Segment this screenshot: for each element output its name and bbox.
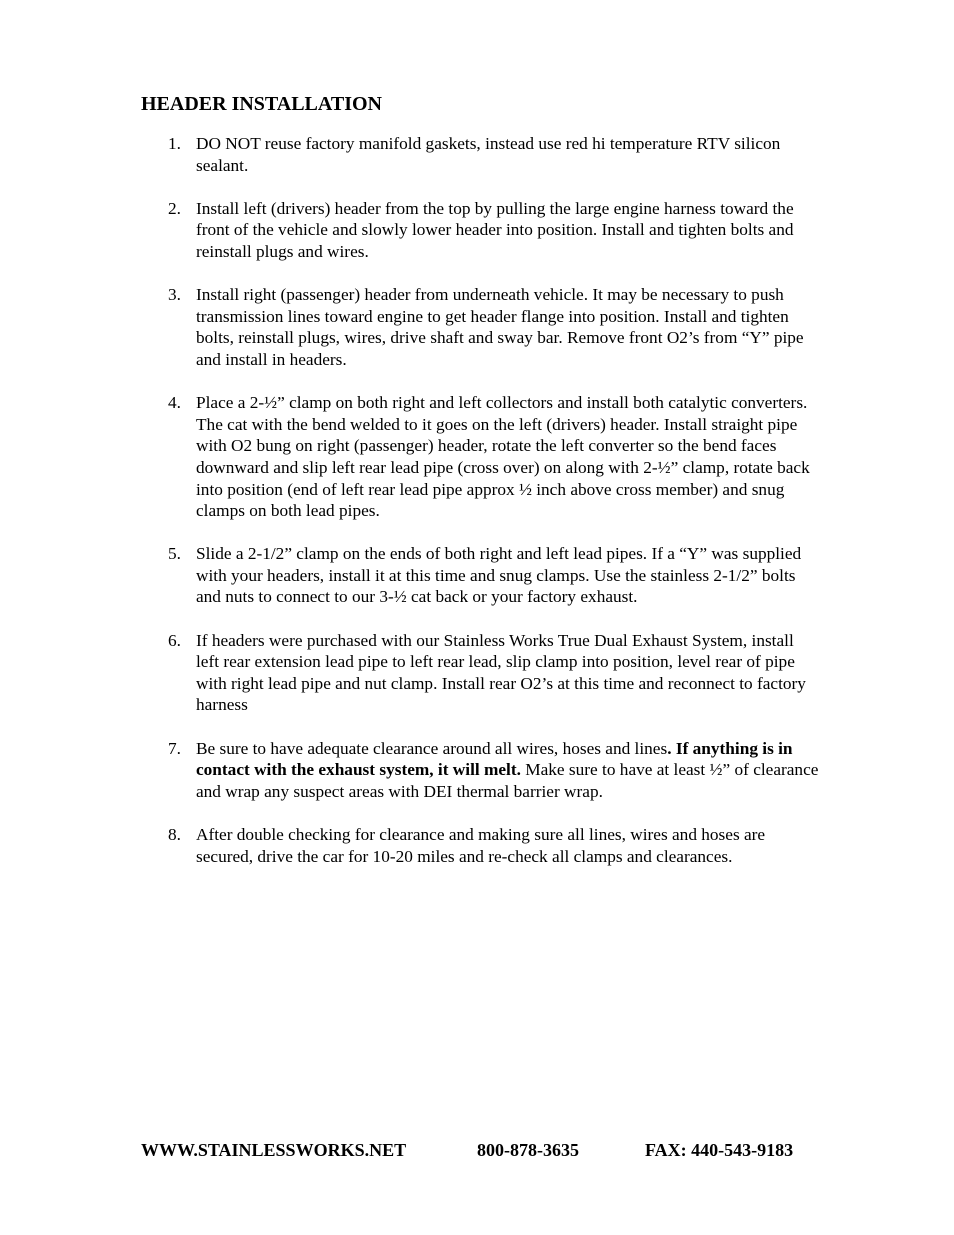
website-link[interactable]: WWW.STAINLESSWORKS.NET xyxy=(141,1140,407,1160)
step-text-run: Install right (passenger) header from underneath vehicle. It may be necessary to push transmission lines toward engine to get header flange into position. Install and tighten bolts, reinstall plugs, wires, drive shaft and sway bar. Remove front O2’s from “Y” pipe and install in headers. xyxy=(196,285,804,369)
step-text-run: Be sure to have adequate clearance around all wires, hoses and lines xyxy=(196,738,668,758)
step-number: 2. xyxy=(168,198,181,218)
step-item xyxy=(141,284,821,370)
fax-number: FAX: 440-543-9183 xyxy=(645,1140,794,1160)
step-item xyxy=(141,543,821,608)
step-text-run: DO NOT reuse factory manifold gaskets, instead use red hi temperature RTV silicon sealant. xyxy=(196,134,781,175)
installation-steps xyxy=(141,133,821,889)
step-text xyxy=(196,631,806,715)
step-number: 3. xyxy=(168,285,181,305)
step-item xyxy=(141,824,821,867)
step-text-run: Slide a 2-1/2” clamp on the ends of both right and left lead pipes. If a “Y” was supplied with your headers, install it at this time and snug clamps. Use the stainless 2-1/2” bolts and nuts to connect to our 3-½ cat back or your factory exhaust. xyxy=(196,544,802,607)
step-text-run: Place a 2-½” clamp on both right and left collectors and install both catalytic converters. The cat with the bend welded to it goes on the left (drivers) header. Install straight pipe with O2 bung on right (passenger) header, rotate the left converter so the bend faces downward and slip left rear lead pipe (cross over) on along with 2-½” clamp, rotate back into position (end of left rear lead pipe approx ½ inch above cross member) and snug clamps on both lead pipes. xyxy=(196,393,810,521)
step-item xyxy=(141,133,821,176)
step-number: 4. xyxy=(168,393,181,413)
warning-text: . If anything is in contact with the exhaust system, it will melt. xyxy=(196,738,793,780)
step-number: 8. xyxy=(168,825,181,844)
step-text xyxy=(196,825,765,866)
step-number: 5. xyxy=(168,544,181,564)
phone-number: 800-878-3635 xyxy=(477,1140,579,1160)
step-number: 6. xyxy=(168,630,181,650)
step-text xyxy=(196,199,794,261)
step-text xyxy=(196,285,804,369)
step-text xyxy=(196,134,780,175)
step-text xyxy=(196,544,801,606)
step-text xyxy=(196,739,818,801)
step-item xyxy=(141,392,821,522)
step-item xyxy=(141,738,821,803)
step-text-run: Make sure to have at least ½” of clearance and wrap any suspect areas with DEI thermal barrier wrap. xyxy=(196,760,819,801)
step-text-run: Install left (drivers) header from the top by pulling the large engine harness toward the front of the vehicle and slowly lower header into position. Install and tighten bolts and reinstall plugs and wires. xyxy=(196,198,794,261)
step-item xyxy=(141,630,821,716)
step-text xyxy=(196,393,810,520)
step-text-run: If headers were purchased with our Stainless Works True Dual Exhaust System, install left rear extension lead pipe to left rear lead, slip clamp into position, level rear of pipe with right lead pipe and nut clamp. Install rear O2’s at this time and reconnect to factory harness xyxy=(196,630,806,715)
step-number: 7. xyxy=(168,738,181,758)
step-item xyxy=(141,198,821,263)
step-number: 1. xyxy=(168,134,181,153)
step-text-run: After double checking for clearance and making sure all lines, wires and hoses are secured, drive the car for 10-20 miles and re-check all clamps and clearances. xyxy=(196,825,766,866)
page-title: HEADER INSTALLATION xyxy=(141,93,382,115)
